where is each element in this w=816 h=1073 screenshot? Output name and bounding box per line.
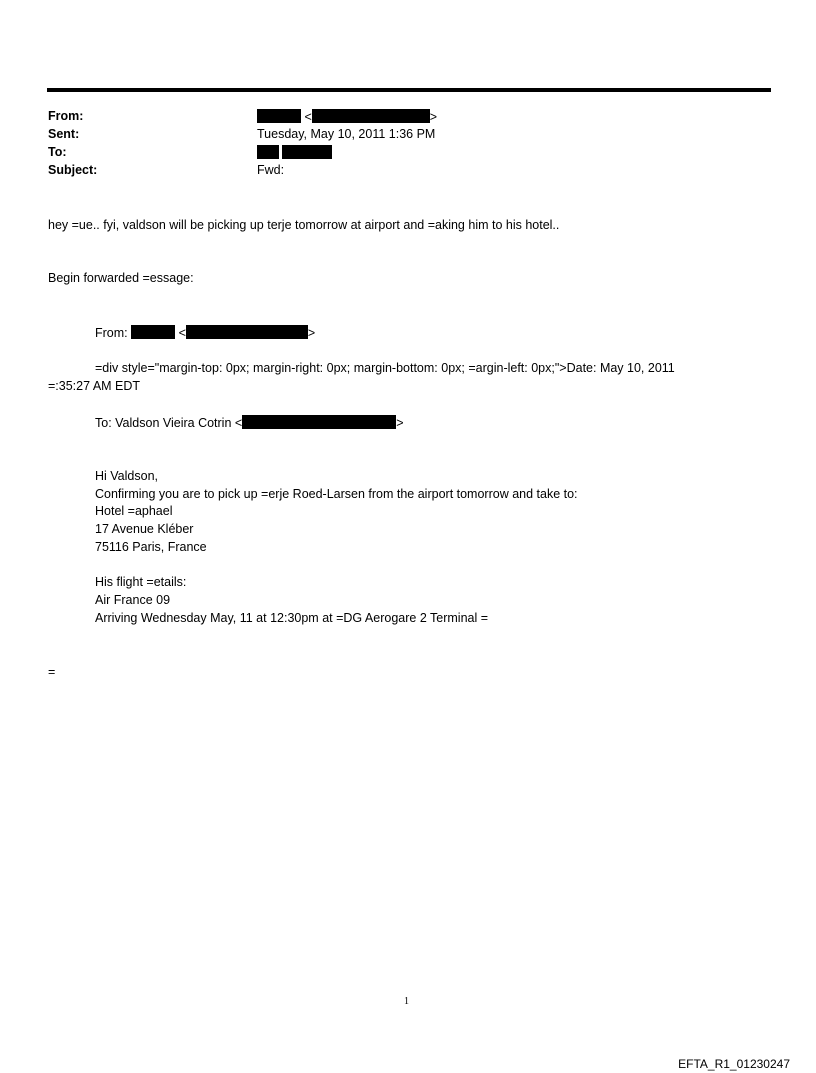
from-label: From:	[48, 109, 84, 123]
sent-label: Sent:	[48, 127, 80, 141]
forwarded-from-gt: >	[307, 326, 316, 340]
subject-value: Fwd:	[257, 163, 285, 177]
forwarded-to-text: To: Valdson Vieira Cotrin <	[95, 416, 243, 430]
redaction-block	[282, 145, 332, 159]
address-line-2: 75116 Paris, France	[95, 540, 207, 554]
address-line-1: 17 Avenue Kléber	[95, 522, 194, 536]
from-value	[257, 109, 437, 124]
to-label: To:	[48, 145, 67, 159]
redaction-block	[186, 325, 308, 339]
begin-forwarded: Begin forwarded =essage:	[48, 271, 194, 285]
document-id: EFTA_R1_01230247	[678, 1057, 790, 1071]
forwarded-from-lt: <	[178, 326, 186, 340]
redaction-block	[312, 109, 430, 123]
redaction-block	[257, 145, 279, 159]
forwarded-from	[95, 325, 315, 340]
forwarded-to	[95, 415, 404, 430]
div-style-line-cont: =:35:27 AM EDT	[48, 379, 141, 393]
sent-value: Tuesday, May 10, 2011 1:36 PM	[257, 127, 436, 141]
forwarded-from-label: From:	[95, 326, 128, 340]
greeting: Hi Valdson,	[95, 469, 158, 483]
flight-heading: His flight =etails:	[95, 575, 187, 589]
subject-label: Subject:	[48, 163, 98, 177]
arrival-text: Arriving Wednesday May, 11 at 12:30pm at =DG Aerogare 2 Terminal =	[95, 611, 489, 625]
from-lt: <	[304, 110, 312, 124]
intro-text: hey =ue.. fyi, valdson will be picking up terje tomorrow at airport and =aking him to his hotel..	[48, 218, 560, 232]
trailing-char: =	[48, 665, 56, 679]
from-gt: >	[429, 110, 438, 124]
redaction-block	[257, 109, 301, 123]
to-value	[257, 145, 332, 160]
header-rule	[47, 88, 771, 92]
flight-number: Air France 09	[95, 593, 171, 607]
hotel-name: Hotel =aphael	[95, 504, 173, 518]
page-number: 1	[404, 996, 409, 1007]
div-style-line: =div style="margin-top: 0px; margin-right: 0px; margin-bottom: 0px; =argin-left: 0px;">Date: May 10, 2011	[95, 361, 675, 375]
redaction-block	[242, 415, 396, 429]
redaction-block	[131, 325, 175, 339]
forwarded-to-gt: >	[396, 416, 404, 430]
confirm-text: Confirming you are to pick up =erje Roed-Larsen from the airport tomorrow and take to:	[95, 487, 578, 501]
